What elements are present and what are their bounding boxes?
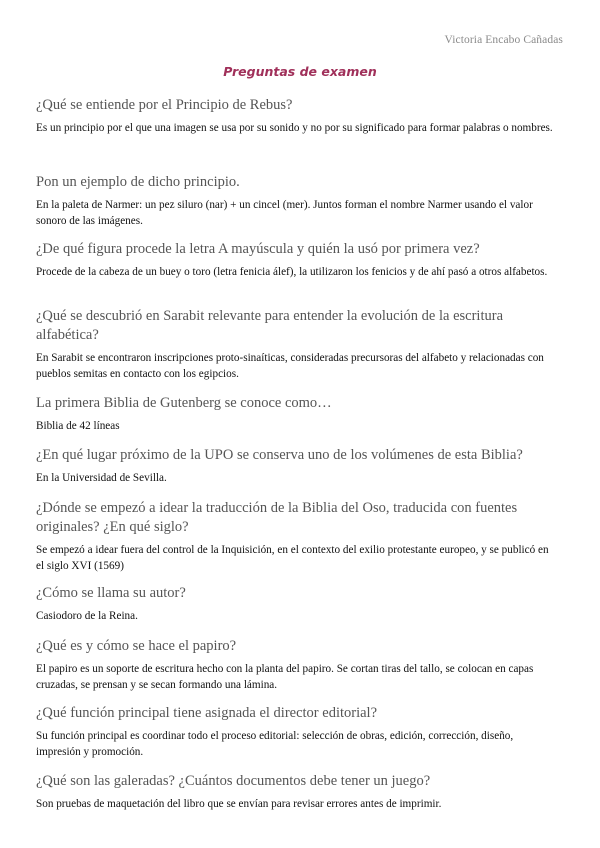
qa-block (36, 240, 556, 281)
answer: En la paleta de Narmer: un pez siluro (nar) + un cincel (mer). Juntos forman el nombre Narmer usando el valor sonoro de las imágenes. (36, 199, 533, 227)
qa-block (36, 637, 556, 693)
answer: En la Universidad de Sevilla. (36, 472, 167, 484)
qa-block (36, 704, 556, 760)
question: ¿Qué función principal tiene asignada el director editorial? (36, 705, 378, 721)
author-name: Victoria Encabo Cañadas (444, 34, 563, 46)
question: ¿Qué es y cómo se hace el papiro? (36, 638, 237, 654)
answer: El papiro es un soporte de escritura hecho con la planta del papiro. Se cortan tiras del tallo, se colocan en capas cruzadas, se prensan y se secan formando una lámina. (36, 663, 534, 691)
answer: Biblia de 42 líneas (36, 420, 120, 432)
question: ¿En qué lugar próximo de la UPO se conserva uno de los volúmenes de esta Biblia? (36, 447, 523, 463)
qa-block (36, 96, 556, 137)
question: La primera Biblia de Gutenberg se conoce como… (36, 395, 332, 411)
question: ¿Qué se descubrió en Sarabit relevante para entender la evolución de la escritura alfabética? (36, 308, 504, 343)
answer: Es un principio por el que una imagen se usa por su sonido y no por su significado para formar palabras o nombres. (36, 122, 553, 134)
question: ¿Dónde se empezó a idear la traducción de la Biblia del Oso, traducida con fuentes originales? ¿En qué siglo? (36, 500, 518, 535)
answer: En Sarabit se encontraron inscripciones proto-sinaíticas, consideradas precursoras del alfabeto y relacionadas con pueblos semitas en contacto con los egipcios. (36, 352, 544, 380)
question: ¿Qué son las galeradas? ¿Cuántos documentos debe tener un juego? (36, 773, 431, 789)
qa-block (36, 584, 556, 625)
question: ¿Cómo se llama su autor? (36, 585, 186, 601)
answer: Su función principal es coordinar todo el proceso editorial: selección de obras, edición, corrección, diseño, impresión y promoción. (36, 730, 514, 758)
answer: Procede de la cabeza de un buey o toro (letra fenicia álef), la utilizaron los fenicios y de ahí pasó a otros alfabetos. (36, 266, 548, 278)
answer: Casiodoro de la Reina. (36, 610, 138, 622)
question: Pon un ejemplo de dicho principio. (36, 174, 240, 190)
question: ¿De qué figura procede la letra A mayúscula y quién la usó por primera vez? (36, 241, 480, 257)
qa-block (36, 446, 556, 487)
answer: Se empezó a idear fuera del control de la Inquisición, en el contexto del exilio protestante europeo, y se publicó en el siglo XVI (1569) (36, 544, 549, 572)
qa-block (36, 772, 556, 813)
qa-block (36, 394, 556, 435)
question: ¿Qué se entiende por el Principio de Rebus? (36, 97, 293, 113)
answer: Son pruebas de maquetación del libro que se envían para revisar errores antes de imprimir. (36, 798, 442, 810)
qa-block (36, 307, 556, 382)
qa-block (36, 499, 556, 574)
page-title: Preguntas de examen (223, 64, 377, 79)
qa-block (36, 173, 556, 229)
